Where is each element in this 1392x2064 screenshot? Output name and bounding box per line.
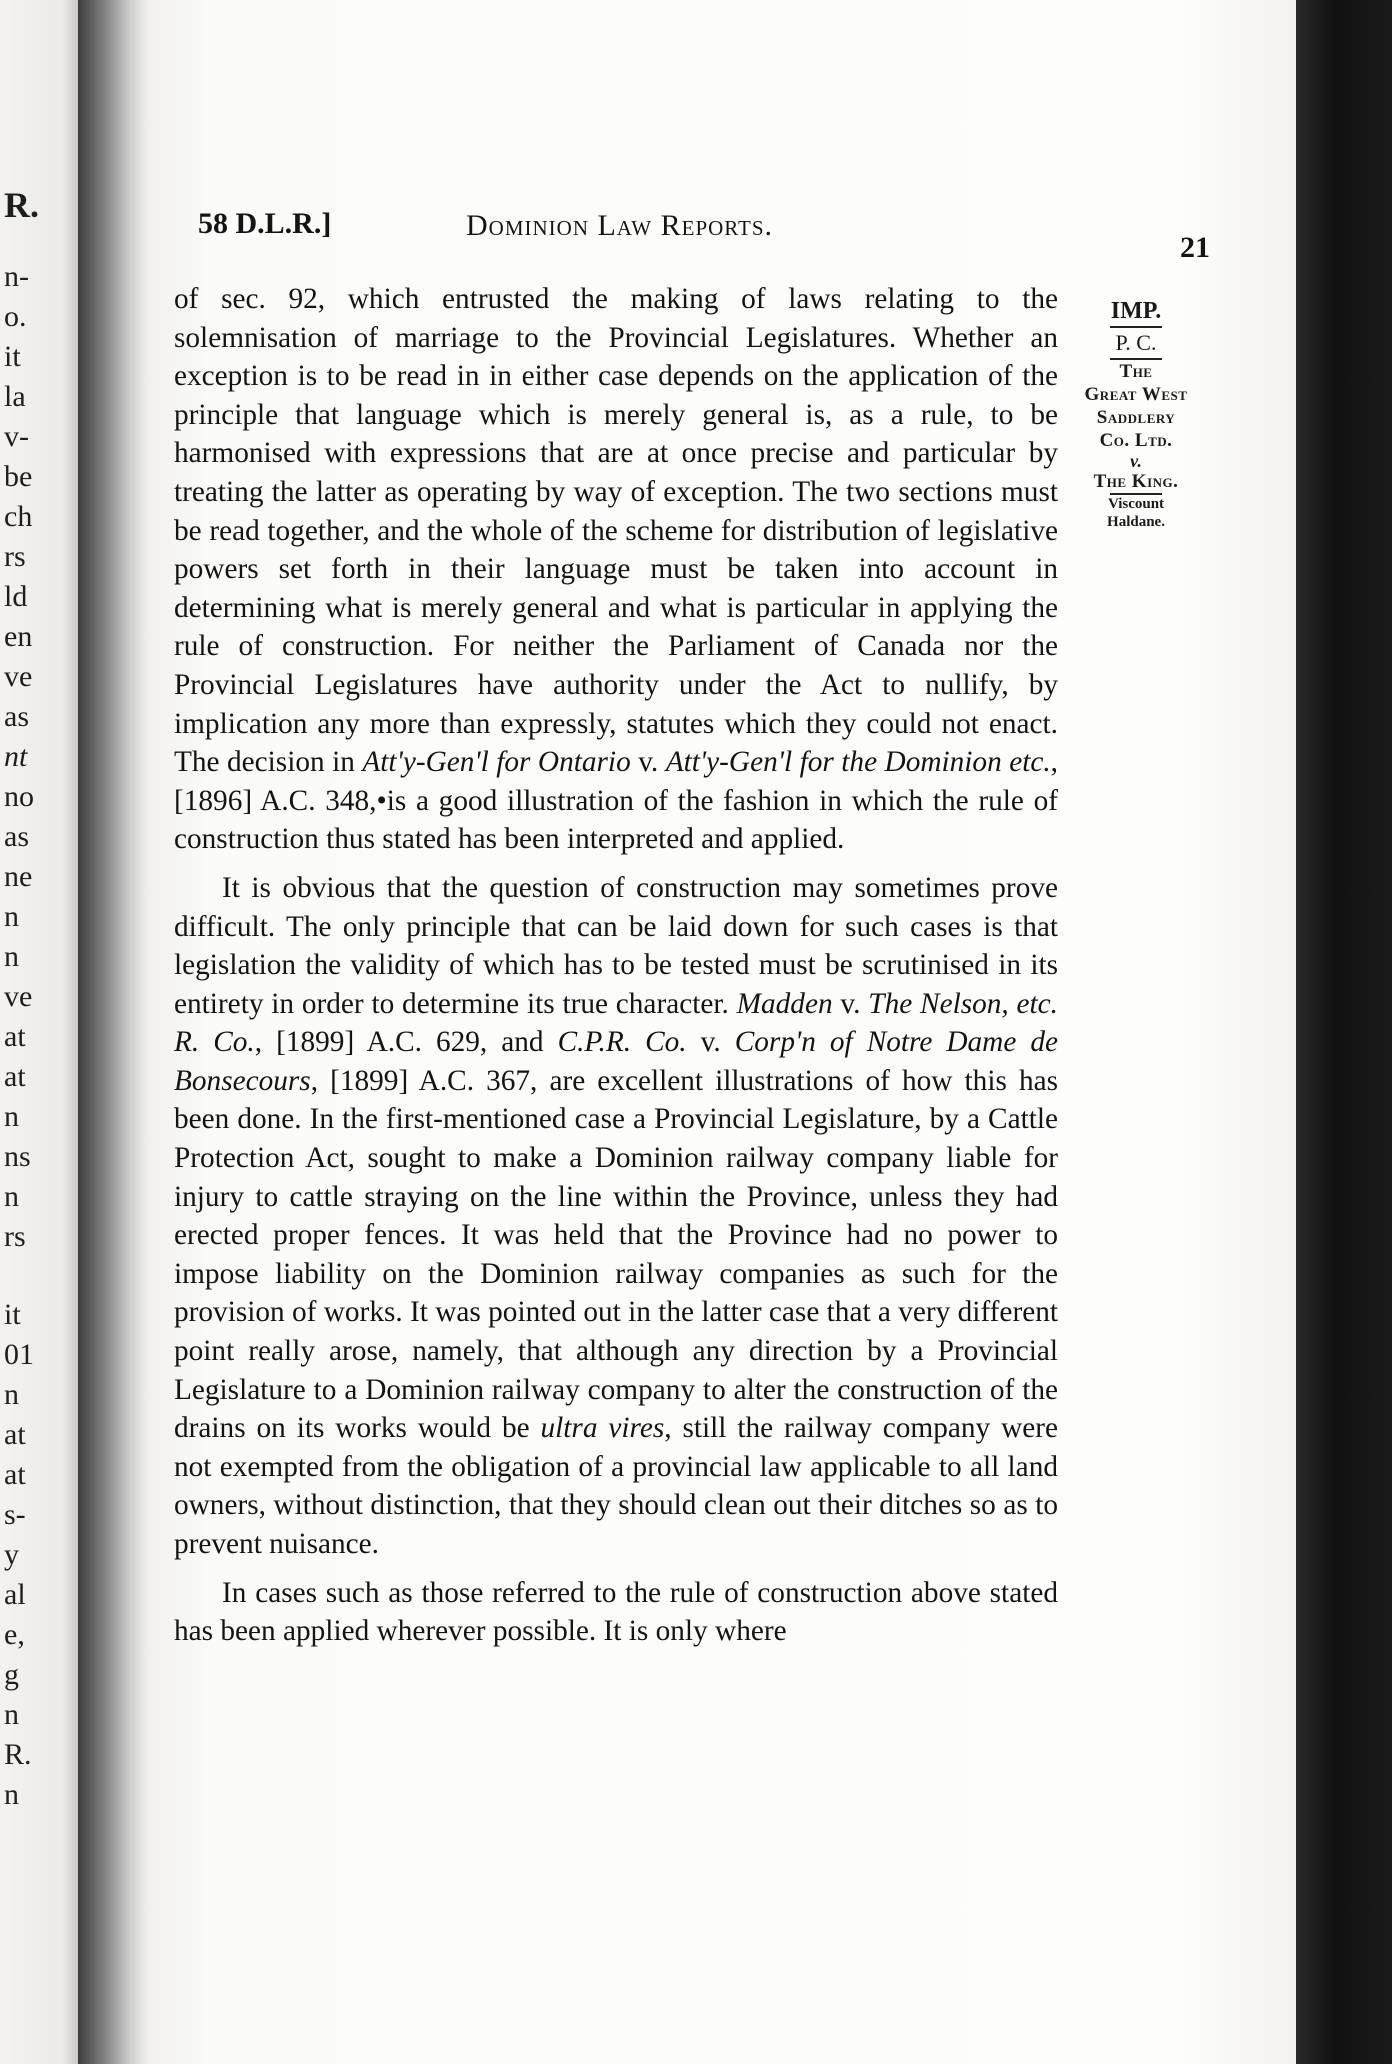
facing-page-fragment: y [4,1538,19,1571]
facing-page-fragment: R. [4,185,39,225]
facing-page-fragment: as [4,820,29,853]
page-number: 21 [1180,231,1210,264]
facing-page-fragment: it [4,340,21,373]
facing-page-fragment: o. [4,300,27,333]
case-citation: Corp'n of Notre Dame de Bonsecours [174,1026,1058,1097]
text-run: , [1896] A.C. 348,•is a good illustration of the fashion in which the rule of construction thus stated has been interpreted and applied. [174,746,1058,856]
case-citation: The Nelson, etc. R. Co. [174,987,1059,1059]
facing-page-fragment: ld [4,580,28,613]
text-run: v. [832,987,869,1020]
facing-page-fragment: al [4,1578,26,1611]
text-run: , [1899] A.C. 367, are excellent illustrations of how this has been done. In the first-mentioned case a Provincial Legislature, by a Cattle Protection Act, sought to make a Dominion railway company liable for injury to cattle straying on the line within the Province, unless they had erected proper fences. It was held that the Province had no power to impose liability on the Dominion railway companies as such for the provision of works. It was pointed out in the latter case that a very different point really arose, namely, that although any direction by a Provincial Legislature to a Dominion railway company to alter the construction of the drains on its works would be [174,1064,1058,1445]
facing-page-fragment: n [4,940,19,973]
text-run: , [1899] A.C. 629, and [254,1026,558,1059]
facing-page-fragment: at [4,1418,26,1451]
facing-page-fragment: la [4,380,26,413]
text-run: v. [686,1026,735,1059]
case-citation: Att'y-Gen'l for the Dominion etc. [665,746,1051,779]
judge-name: Haldane. [1107,514,1165,530]
facing-page-fragment: ve [4,980,33,1013]
facing-page-fragment: n- [4,260,29,293]
party-name: The King. [1093,471,1179,492]
facing-page-fragment: e, [4,1618,25,1651]
party-name: The [1119,361,1153,382]
book-edge-right [1296,0,1392,2064]
case-citation: Madden [736,987,833,1020]
facing-page-edge [0,0,78,2064]
facing-page-fragment: be [4,460,33,493]
text-run: , still the railway company were not exempted from the obligation of a provincial law applicable to all land owners, without distinction, that they should clean out their ditches so as to prevent nuisance. [174,1412,1058,1560]
facing-page-fragment: n [4,900,19,933]
facing-page-fragment: n [4,1378,19,1411]
facing-page-fragment: rs [4,540,26,573]
facing-page-fragment: v- [4,420,29,453]
case-citation: Att'y-Gen'l for Ontario [362,746,631,779]
party-name: Saddlery [1096,407,1176,428]
latin-phrase: ultra vires [540,1412,665,1445]
facing-page-fragment: 01 [4,1338,34,1371]
facing-page-fragment: en [4,620,33,653]
judge-name: Viscount [1107,496,1165,512]
facing-page-fragment: it [4,1298,21,1331]
volume-reference: 58 D.L.R.] [198,207,332,240]
text-run: It is obvious that the question of construction may sometimes prove difficult. The only principle that can be laid down for such cases is that legislation the validity of which has to be tested must be scrutinised in its entirety in order to determine its true character. [174,871,1058,1020]
facing-page-fragment: g [4,1658,19,1691]
facing-page-fragment: as [4,700,29,733]
side-note [1060,296,1212,531]
facing-page-fragment: at [4,1020,26,1053]
text-run: of sec. 92, which entrusted the making of laws relating to the solemnisation of marriage to the Provincial Legislatures. Whether an exception is to be read in in either case depends on the application of the principle that language which is merely general is, as a rule, to be harmonised with expressions that are at once precise and particular by treating the latter as operating by way of exception. The two sections must be read together, and the whole of the scheme for distribution of legislative powers set forth in their language must be taken into account in determining what is merely general and what is particular in applying the rule of construction. For neither the Parliament of Canada nor the Provincial Legislatures have authority under the Act to nullify, by implication any more than expressly, statutes which they could not enact. The decision in [174,283,1058,779]
facing-page-fragment: at [4,1458,26,1491]
running-head-title: Dominion Law Reports. [466,209,774,242]
court-division: P. C. [1115,330,1157,355]
facing-page-fragment: ne [4,860,33,893]
versus: v. [1130,451,1142,471]
book-gutter [78,0,148,2064]
facing-page-fragment: ns [4,1140,31,1173]
facing-page-fragment: ve [4,660,33,693]
facing-page-fragment: no [4,780,34,813]
facing-page-fragment: n [4,1698,19,1731]
party-name: Great West [1084,384,1188,405]
paragraph [174,869,1058,1564]
paragraph [174,280,1058,859]
running-head [198,207,1258,264]
text-run: v. [630,746,666,779]
party-name: Co. Ltd. [1099,430,1173,451]
facing-page-fragment: rs [4,1220,26,1253]
court-label: IMP. [1110,298,1162,324]
facing-page-fragment: n [4,1180,19,1213]
facing-page-fragment: n [4,1100,19,1133]
facing-page-fragment: s- [4,1498,26,1531]
facing-page-fragment: R. [4,1738,32,1771]
paragraph: In cases such as those referred to the rule of construction above stated has been applied wherever possible. It is only where [174,1576,1058,1648]
facing-page-fragment: at [4,1060,26,1093]
facing-page-fragment: n [4,1778,19,1811]
body-text [174,280,1058,1651]
facing-page-fragment: ch [4,500,33,533]
case-citation: C.P.R. Co. [557,1026,687,1059]
facing-page-fragment: nt [4,740,28,773]
